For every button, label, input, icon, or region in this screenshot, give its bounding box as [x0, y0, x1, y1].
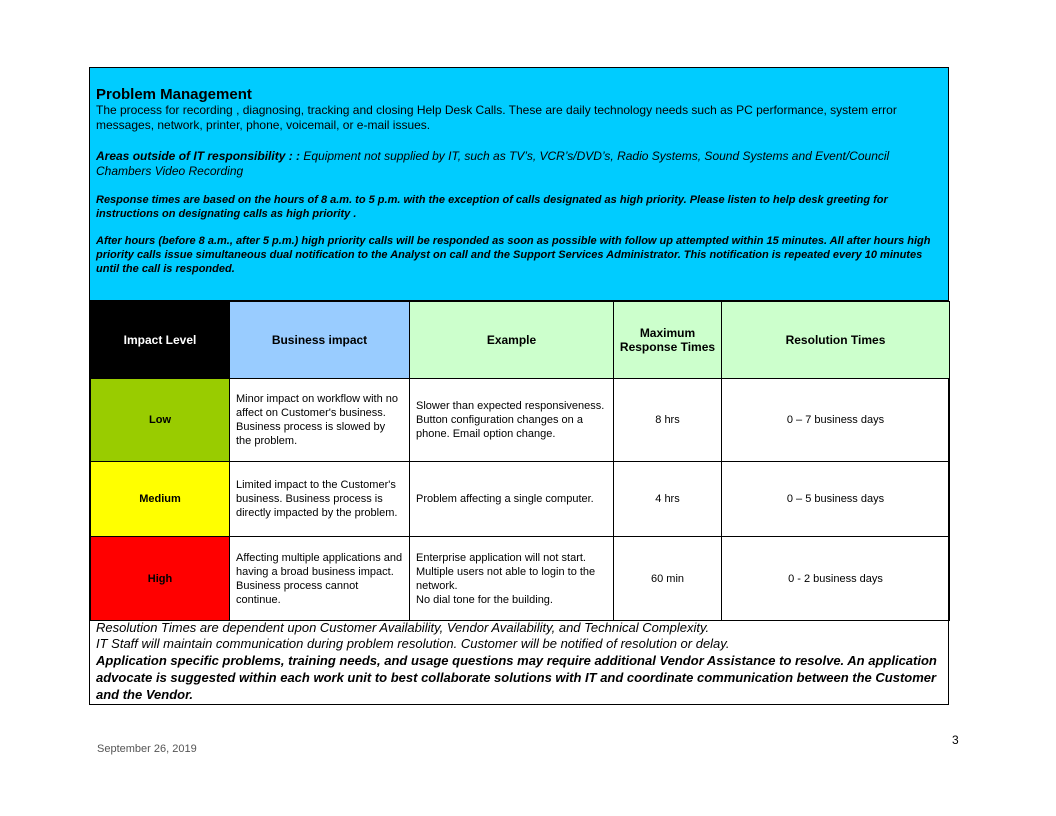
example-cell: Slower than expected responsiveness. Button configuration changes on a phone. Email option change. [410, 379, 614, 462]
resolution-time-cell: 0 - 2 business days [722, 537, 950, 621]
response-time-cell: 8 hrs [614, 379, 722, 462]
footer-notes [96, 620, 941, 703]
response-time-cell: 60 min [614, 537, 722, 621]
resolution-dependency-note: Resolution Times are dependent upon Customer Availability, Vendor Availability, and Technical Complexity. [96, 620, 710, 635]
response-times-note: Response times are based on the hours of 8 a.m. to 5 p.m. with the exception of calls designated as high priority. Please listen to help desk greeting for instructions on designating calls as high priority . [96, 194, 888, 220]
vendor-assistance-note: Application specific problems, training needs, and usage questions may require additional Vendor Assistance to resolve. An application advocate is suggested within each work unit to best collaborate solutions with IT and coordinate communication between the Customer and the Vendor. [96, 653, 937, 702]
impact-level-low: Low [91, 379, 230, 462]
page-title: Problem Management [96, 86, 252, 103]
header-example: Example [410, 302, 614, 379]
page-date: September 26, 2019 [97, 743, 197, 755]
example-line: Enterprise application will not start. Multiple users not able to login to the network. [416, 551, 596, 592]
process-description: The process for recording , diagnosing, tracking and closing Help Desk Calls. These are daily technology needs such as PC performance, system error messages, network, printer, phone, voicemail, or e-mail issues. [96, 103, 897, 132]
example-cell [410, 537, 614, 621]
header-resolution: Resolution Times [722, 302, 950, 379]
header-impact-level: Impact Level [91, 302, 230, 379]
page-number: 3 [952, 733, 959, 747]
business-impact-cell: Limited impact to the Customer's business. Business process is directly impacted by the problem. [230, 462, 410, 537]
after-hours-note: After hours (before 8 a.m., after 5 p.m.) high priority calls will be responded as soon as possible with follow up attempted within 15 minutes. All after hours high priority calls issue simultaneous dual notification to the Analyst on call and the Support Services Administrator. This notification is repeated every 10 minutes until the call is responded. [96, 235, 931, 275]
header-business-impact: Business impact [230, 302, 410, 379]
areas-label: Areas outside of IT responsibility : : [96, 149, 301, 163]
table-header-row [91, 302, 950, 379]
header-box [90, 68, 948, 301]
business-impact-cell: Affecting multiple applications and having a broad business impact. Business process cannot continue. [230, 537, 410, 621]
resolution-time-cell: 0 – 5 business days [722, 462, 950, 537]
impact-table [90, 301, 950, 621]
header-max-response: Maximum Response Times [614, 302, 722, 379]
table-row [91, 537, 950, 621]
areas-outside-note [96, 149, 926, 179]
impact-level-medium: Medium [91, 462, 230, 537]
table-row [91, 462, 950, 537]
response-time-cell: 4 hrs [614, 462, 722, 537]
resolution-time-cell: 0 – 7 business days [722, 379, 950, 462]
table-row [91, 379, 950, 462]
impact-level-high: High [91, 537, 230, 621]
business-impact-cell: Minor impact on workflow with no affect on Customer's business. Business process is slowed by the problem. [230, 379, 410, 462]
example-line: No dial tone for the building. [416, 593, 553, 606]
example-cell: Problem affecting a single computer. [410, 462, 614, 537]
problem-management-frame [89, 67, 949, 705]
communication-note: IT Staff will maintain communication during problem resolution. Customer will be notified of resolution or delay. [96, 636, 730, 651]
areas-text: Equipment not supplied by IT, such as TV’s, VCR’s/DVD’s, Radio Systems, Sound Systems and Event/Council Chambers Video Recording [96, 149, 890, 178]
